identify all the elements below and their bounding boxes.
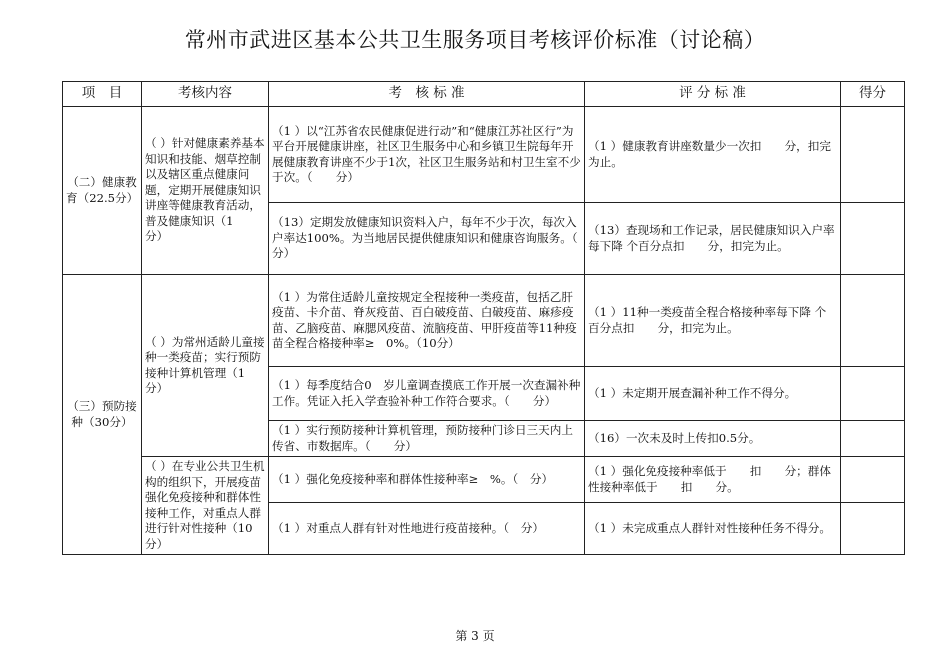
page-number: 第 3 页 xyxy=(455,629,495,643)
standard-cell: （13）定期发放健康知识资料入户，每年不少于次，每次入户率达100%。为当地居民提供健康知识和健康咨询服务。（ 分） xyxy=(269,203,585,275)
table-header-row xyxy=(63,82,905,107)
standard-cell: （1 ）为常住适龄儿童按规定全程接种一类疫苗，包括乙肝疫苗、卡介苗、脊灰疫苗、百白破疫苗、白破疫苗、麻疹疫苗、乙脑疫苗、麻腮风疫苗、流脑疫苗、甲肝疫苗等11种疫苗全程合格接种率≥ 0%。（10分） xyxy=(269,275,585,367)
standard-cell: （1 ）实行预防接种计算机管理，预防接种门诊日三天内上传省、市数据库。（ 分） xyxy=(269,421,585,457)
evaluation-table xyxy=(62,81,905,555)
score-cell xyxy=(841,275,905,367)
score-cell xyxy=(841,503,905,555)
table-row xyxy=(63,107,905,203)
header-scoring: 评 分 标 准 xyxy=(585,82,841,107)
scoring-cell: （1 ）健康教育讲座数量少一次扣 分，扣完为止。 xyxy=(585,107,841,203)
score-cell xyxy=(841,203,905,275)
score-cell xyxy=(841,367,905,421)
scoring-cell: （1 ）11种一类疫苗全程合格接种率每下降 个百分点扣 分，扣完为止。 xyxy=(585,275,841,367)
score-cell xyxy=(841,421,905,457)
score-cell xyxy=(841,457,905,503)
table-row xyxy=(63,275,905,367)
standard-cell: （1 ）对重点人群有针对性地进行疫苗接种。（ 分） xyxy=(269,503,585,555)
category-cell: （三）预防接种（30分） xyxy=(63,275,142,555)
header-item: 项 目 xyxy=(63,82,142,107)
page-title: 常州市武进区基本公共卫生服务项目考核评价标准（讨论稿） xyxy=(184,28,766,52)
content-cell: （ ）针对健康素养基本知识和技能、烟草控制以及辖区重点健康问题，定期开展健康知识讲座等健康教育活动，普及健康知识（1 分） xyxy=(142,107,269,275)
table-row xyxy=(63,457,905,503)
scoring-cell: （13）查现场和工作记录，居民健康知识入户率每下降 个百分点扣 分，扣完为止。 xyxy=(585,203,841,275)
header-score: 得分 xyxy=(841,82,905,107)
header-standard: 考 核 标 准 xyxy=(269,82,585,107)
content-cell: （ ）在专业公共卫生机构的组织下，开展疫苗强化免疫接种和群体性接种工作，对重点人群进行针对性接种（10分） xyxy=(142,457,269,555)
standard-cell: （1 ）强化免疫接种率和群体性接种率≥ %。（ 分） xyxy=(269,457,585,503)
standard-cell: （1 ）以“江苏省农民健康促进行动”和“健康江苏社区行”为平台开展健康讲座，社区卫生服务中心和乡镇卫生院每年开展健康教育讲座不少于1次，社区卫生服务站和村卫生室不少于次。（ 分） xyxy=(269,107,585,203)
scoring-cell: （1 ）未完成重点人群针对性接种任务不得分。 xyxy=(585,503,841,555)
category-cell: （二）健康教育（22.5分） xyxy=(63,107,142,275)
header-content: 考核内容 xyxy=(142,82,269,107)
content-cell: （ ）为常州适龄儿童接种一类疫苗；实行预防接种计算机管理（1 分） xyxy=(142,275,269,457)
standard-cell: （1 ）每季度结合0 岁儿童调查摸底工作开展一次查漏补种工作。凭证入托入学查验补种工作符合要求。（ 分） xyxy=(269,367,585,421)
scoring-cell: （1 ）未定期开展查漏补种工作不得分。 xyxy=(585,367,841,421)
scoring-cell: （1 ）强化免疫接种率低于 扣 分；群体性接种率低于 扣 分。 xyxy=(585,457,841,503)
scoring-cell: （16）一次未及时上传扣0.5分。 xyxy=(585,421,841,457)
score-cell xyxy=(841,107,905,203)
